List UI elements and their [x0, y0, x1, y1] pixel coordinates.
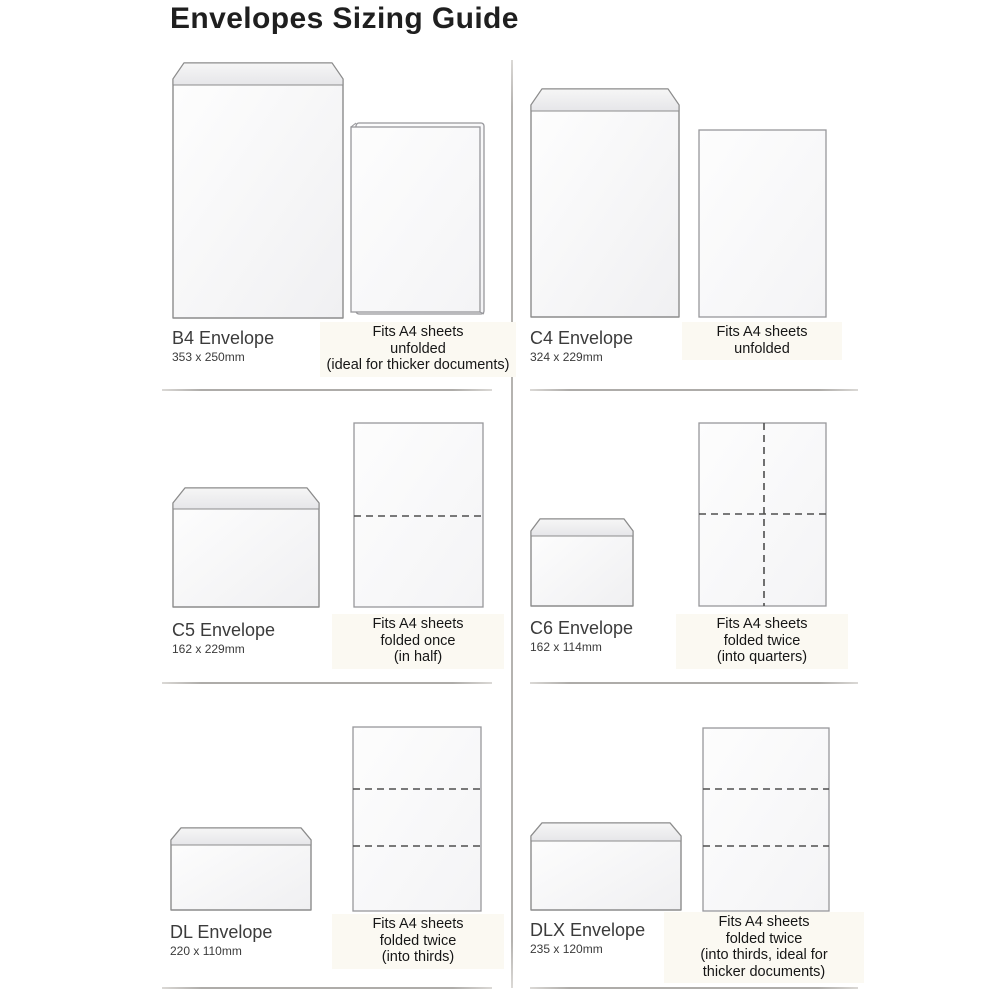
fit-caption-c5	[332, 614, 504, 669]
fit-caption-line: Fits A4 sheets	[372, 324, 464, 340]
fit-caption-dl	[332, 914, 504, 969]
row-divider	[162, 987, 492, 989]
a4-stack-unfolded-illustration	[350, 121, 489, 318]
envelope-c5-illustration	[172, 487, 320, 608]
envelope-label-c6	[530, 618, 633, 655]
envelope-dimensions: 324 x 229mm	[530, 350, 603, 364]
fit-caption-line: folded twice	[379, 932, 457, 949]
envelope-label-dlx	[530, 920, 645, 957]
fit-caption-c6	[676, 614, 848, 669]
a4-sheet-unfolded-illustration	[698, 129, 827, 318]
envelope-label-b4	[172, 328, 274, 365]
envelope-dl-illustration	[170, 827, 312, 911]
a4-sheet-folded-once-illustration	[353, 422, 484, 608]
fit-caption-c4	[682, 322, 842, 360]
envelope-name: C4 Envelope	[530, 328, 634, 348]
envelope-name: C5 Envelope	[172, 620, 276, 640]
fit-caption-line: thicker documents)	[702, 963, 826, 980]
page-title: Envelopes Sizing Guide	[170, 2, 519, 35]
fit-caption-dlx	[664, 912, 864, 983]
fit-caption-line: (into thirds, ideal for	[700, 947, 828, 963]
row-divider	[530, 682, 858, 684]
envelope-dimensions: 162 x 229mm	[172, 642, 245, 656]
envelope-dimensions: 220 x 110mm	[170, 944, 242, 958]
fit-caption-line: (in half)	[393, 649, 443, 665]
envelope-c6-illustration	[530, 518, 634, 607]
column-divider	[511, 60, 513, 988]
envelope-label-c4	[530, 328, 633, 365]
fit-caption-line: (ideal for thicker documents)	[326, 357, 510, 373]
envelope-name: C6 Envelope	[530, 618, 634, 638]
row-divider	[162, 389, 492, 391]
fit-caption-line: Fits A4 sheets	[718, 914, 810, 930]
envelope-c4-illustration	[530, 88, 680, 318]
a4-sheet-folded-twice-thirds-illustration	[702, 727, 830, 912]
envelope-dimensions: 235 x 120mm	[530, 942, 603, 956]
fit-caption-line: unfolded	[734, 340, 790, 357]
fit-caption-line: Fits A4 sheets	[716, 616, 808, 632]
envelope-label-c5	[172, 620, 275, 657]
fit-caption-b4	[320, 322, 516, 377]
row-divider	[162, 682, 492, 684]
envelope-b4-illustration	[172, 62, 344, 319]
fit-caption-line: Fits A4 sheets	[716, 324, 808, 340]
envelope-label-dl	[170, 922, 272, 959]
envelope-dlx-illustration	[530, 822, 682, 911]
a4-sheet-folded-twice-quarters-illustration	[698, 422, 827, 607]
fit-caption-line: unfolded	[390, 340, 446, 357]
a4-sheet-folded-twice-thirds-illustration	[352, 726, 482, 912]
envelope-name: DL Envelope	[170, 922, 273, 942]
fit-caption-line: folded twice	[725, 930, 803, 947]
fit-caption-line: (into thirds)	[381, 949, 455, 965]
fit-caption-line: folded once	[380, 632, 456, 649]
fit-caption-line: Fits A4 sheets	[372, 916, 464, 932]
fit-caption-line: Fits A4 sheets	[372, 616, 464, 632]
row-divider	[530, 389, 858, 391]
envelope-dimensions: 353 x 250mm	[172, 350, 245, 364]
envelope-name: B4 Envelope	[172, 328, 275, 348]
row-divider	[530, 987, 858, 989]
fit-caption-line: folded twice	[723, 632, 801, 649]
envelope-dimensions: 162 x 114mm	[530, 640, 602, 654]
fit-caption-line: (into quarters)	[716, 649, 808, 665]
envelope-name: DLX Envelope	[530, 920, 646, 940]
